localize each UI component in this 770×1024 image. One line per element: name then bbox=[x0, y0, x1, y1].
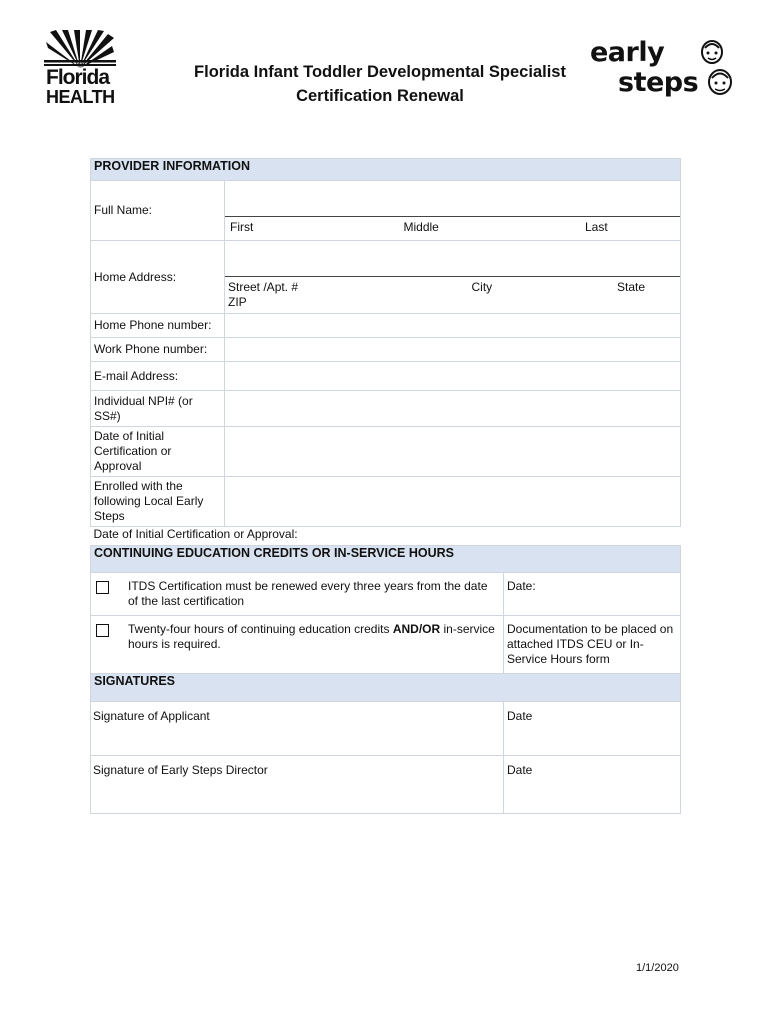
logo-text-early: early bbox=[590, 37, 665, 68]
work-phone-row bbox=[91, 338, 681, 362]
signature-director-row bbox=[91, 756, 681, 814]
baby-faces-icon bbox=[696, 38, 736, 104]
section-header-signatures bbox=[91, 674, 681, 702]
ce-row-2 bbox=[91, 616, 681, 674]
logo-text-health: HEALTH bbox=[46, 87, 115, 107]
sunburst-icon bbox=[44, 30, 116, 70]
signature-director-date-label: Date bbox=[507, 763, 533, 777]
full-name-row bbox=[91, 181, 681, 241]
title-line-2: Certification Renewal bbox=[296, 87, 464, 105]
certification-form bbox=[90, 158, 681, 814]
signature-director-label: Signature of Early Steps Director bbox=[93, 763, 268, 777]
ce-row-2-text bbox=[128, 622, 500, 652]
trailing-line: Date of Initial Certification or Approval: bbox=[93, 527, 298, 541]
signature-applicant-label: Signature of Applicant bbox=[93, 709, 210, 723]
trailing-line-row bbox=[91, 527, 681, 546]
signature-director-field[interactable] bbox=[91, 756, 504, 814]
ce-row-1 bbox=[91, 573, 681, 616]
full-name-label: Full Name: bbox=[91, 181, 225, 241]
ce-row-2-text-b: in-service hours is required. bbox=[128, 622, 495, 651]
name-middle-caption: Middle bbox=[403, 220, 439, 234]
section-title: CONTINUING EDUCATION CREDITS OR IN-SERVICE HOURS bbox=[91, 546, 681, 573]
home-address-field[interactable] bbox=[225, 241, 681, 314]
page-title bbox=[160, 60, 600, 108]
work-phone-field[interactable] bbox=[225, 338, 681, 362]
addr-city-caption: City bbox=[471, 280, 493, 294]
ce-row-2-right: Documentation to be placed on attached ITDS CEU or In-Service Hours form bbox=[504, 616, 681, 674]
home-phone-row bbox=[91, 314, 681, 338]
signature-applicant-field[interactable] bbox=[91, 702, 504, 756]
addr-zip-caption: ZIP bbox=[228, 295, 247, 309]
logo-text-florida: Florida bbox=[46, 66, 110, 89]
section-title: PROVIDER INFORMATION bbox=[91, 159, 681, 181]
home-address-label: Home Address: bbox=[91, 241, 225, 314]
name-first-caption: First bbox=[230, 220, 254, 234]
email-label: E-mail Address: bbox=[91, 362, 225, 391]
initial-cert-row bbox=[91, 427, 681, 477]
work-phone-label: Work Phone number: bbox=[91, 338, 225, 362]
ce-row-1-right: Date: bbox=[504, 573, 681, 616]
early-steps-logo bbox=[588, 36, 738, 108]
home-address-row bbox=[91, 241, 681, 314]
signature-applicant-date-label: Date bbox=[507, 709, 533, 723]
footer-date: 1/1/2020 bbox=[636, 962, 679, 974]
title-line-1: Florida Infant Toddler Developmental Specialist bbox=[194, 63, 566, 81]
npi-field[interactable] bbox=[225, 391, 681, 427]
signature-applicant-row bbox=[91, 702, 681, 756]
addr-street-caption: Street /Apt. # bbox=[228, 280, 299, 294]
logo-text-steps: steps bbox=[618, 67, 699, 98]
addr-state-caption: State bbox=[617, 280, 646, 294]
email-row bbox=[91, 362, 681, 391]
npi-label: Individual NPI# (or SS#) bbox=[91, 391, 225, 427]
ce-row-2-checkbox[interactable] bbox=[96, 624, 109, 637]
full-name-field[interactable] bbox=[225, 181, 681, 241]
name-last-caption: Last bbox=[585, 220, 608, 234]
home-phone-field[interactable] bbox=[225, 314, 681, 338]
section-header-provider bbox=[91, 159, 681, 181]
npi-row bbox=[91, 391, 681, 427]
enrolled-row bbox=[91, 477, 681, 527]
ce-row-1-text: ITDS Certification must be renewed every three years from the date of the last certification bbox=[128, 579, 488, 608]
section-header-ce bbox=[91, 546, 681, 573]
enrolled-field[interactable] bbox=[225, 477, 681, 527]
signature-director-date[interactable] bbox=[504, 756, 681, 814]
signature-applicant-date[interactable] bbox=[504, 702, 681, 756]
enrolled-label: Enrolled with the following Local Early Steps bbox=[91, 477, 225, 527]
initial-cert-label: Date of Initial Certification or Approval bbox=[91, 427, 225, 477]
ce-row-2-text-a: Twenty-four hours of continuing education credits bbox=[128, 622, 393, 636]
florida-health-logo bbox=[44, 30, 116, 108]
ce-row-1-checkbox[interactable] bbox=[96, 581, 109, 594]
email-field[interactable] bbox=[225, 362, 681, 391]
home-phone-label: Home Phone number: bbox=[91, 314, 225, 338]
ce-row-2-text-bold: AND/OR bbox=[392, 622, 441, 636]
section-title: SIGNATURES bbox=[91, 674, 681, 702]
initial-cert-field[interactable] bbox=[225, 427, 681, 477]
